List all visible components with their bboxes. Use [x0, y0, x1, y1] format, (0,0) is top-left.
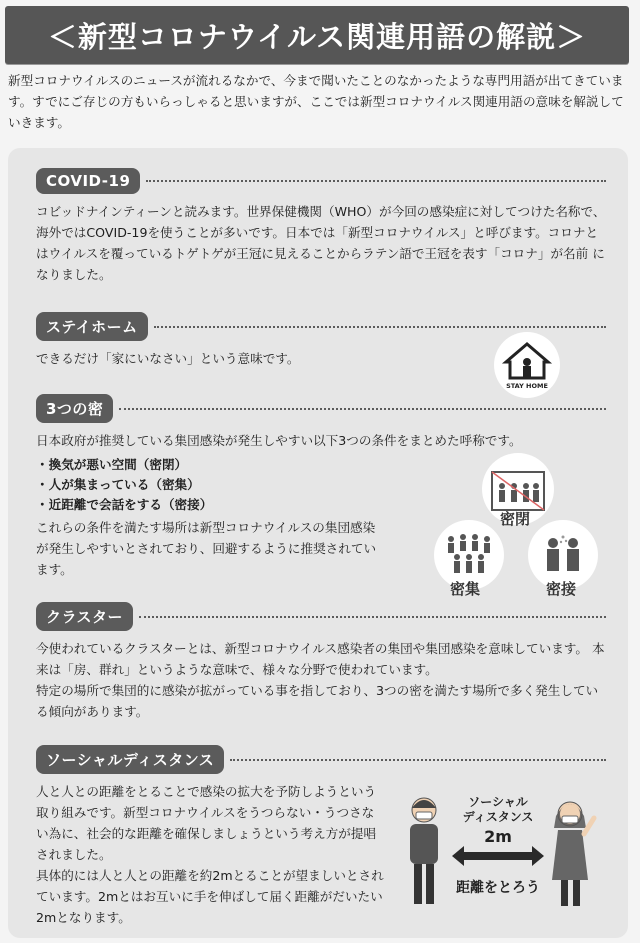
slogan-label: 距離をとろう	[456, 880, 540, 896]
stay-home-icon	[494, 332, 560, 398]
distance-label: 2m	[484, 827, 512, 846]
dotted-divider	[119, 408, 606, 410]
section-text-2: 具体的には人と人との距離を約2mとることが望ましいとされています。2mとはお互いに手を伸ばして届く距離がだいたい2mとなります。	[36, 868, 384, 925]
social-distance-illustration	[398, 788, 608, 918]
man-figure	[410, 798, 438, 904]
dotted-divider	[139, 616, 606, 618]
illus-title-1: ソーシャル	[468, 795, 528, 809]
stay-home-label: STAY HOME	[506, 382, 548, 390]
caption-crowded: 密集	[450, 580, 481, 598]
section-text: できるだけ「家にいなさい」という意味です。	[36, 351, 300, 366]
section-tag: ステイホーム	[36, 312, 148, 341]
list-item: ・ 近距離で会話をする（密接）	[36, 495, 606, 515]
dotted-divider	[230, 759, 606, 761]
section-text: 今使われているクラスターとは、新型コロナウイルス感染者の集団や集団感染を意味しています。 本来は「房、群れ」というような意味で、様々な分野で使われています。	[36, 641, 605, 677]
section-covid19	[36, 168, 606, 285]
intro-text: 新型コロナウイルスのニュースが流れるなかで、今まで聞いたことのなかったような専門用語が出てきています。すでにご存じの方もいらっしゃると思いますが、ここでは新型コロナウイルス関連用語の意味を解説していきます。	[8, 73, 624, 130]
woman-figure	[552, 802, 594, 906]
section-text-2: これらの条件を満たす場所は新型コロナウイルスの集団感染が発生しやすいとされており、回避するように推奨されています。	[36, 520, 377, 577]
section-text: 日本政府が推奨している集団感染が発生しやすい以下3つの条件をまとめた呼称です。	[36, 433, 522, 448]
section-header	[36, 602, 606, 631]
section-header	[36, 745, 606, 774]
section-text: コビッドナインティーンと読みます。世界保健機関（WHO）が今回の感染症に対してつけた名称で、海外ではCOVID-19を使うことが多いです。日本では「新型コロナウイルス」と呼びます。コロナとはウイルスを覆っているトゲトゲが王冠に見えることからラテン語で王冠を表す「コロナ」が名前 になりました。	[36, 204, 606, 282]
section-header	[36, 394, 606, 423]
section-tag: ソーシャルディスタンス	[36, 745, 224, 774]
dotted-divider	[146, 180, 606, 182]
section-header	[36, 168, 606, 194]
caption-close-contact: 密接	[546, 580, 577, 598]
list-item: ・ 人が集まっている（密集）	[36, 475, 606, 495]
section-tag: 3つの密	[36, 394, 113, 423]
illus-title-2: ディスタンス	[462, 810, 534, 824]
page-title: ＜新型コロナウイルス関連用語の解説＞	[5, 6, 629, 64]
section-text-2: 特定の場所で集団的に感染が拡がっている事を指しており、3つの密を満たす場所で多く発生している傾向があります。	[36, 683, 599, 719]
caption-closed: 密閉	[500, 510, 531, 528]
section-tag: クラスター	[36, 602, 133, 631]
section-text: 人と人との距離をとることで感染の拡大を予防しようという取り組みです。新型コロナウイルスをうつらない・うつさない為に、社会的な距離を確保しましょうという考え方が提唱されました。	[36, 784, 377, 862]
section-cluster	[36, 602, 606, 722]
list-item: ・ 換気が悪い空間（密閉）	[36, 455, 606, 475]
dotted-divider	[154, 326, 606, 328]
section-tag: COVID-19	[36, 168, 140, 194]
